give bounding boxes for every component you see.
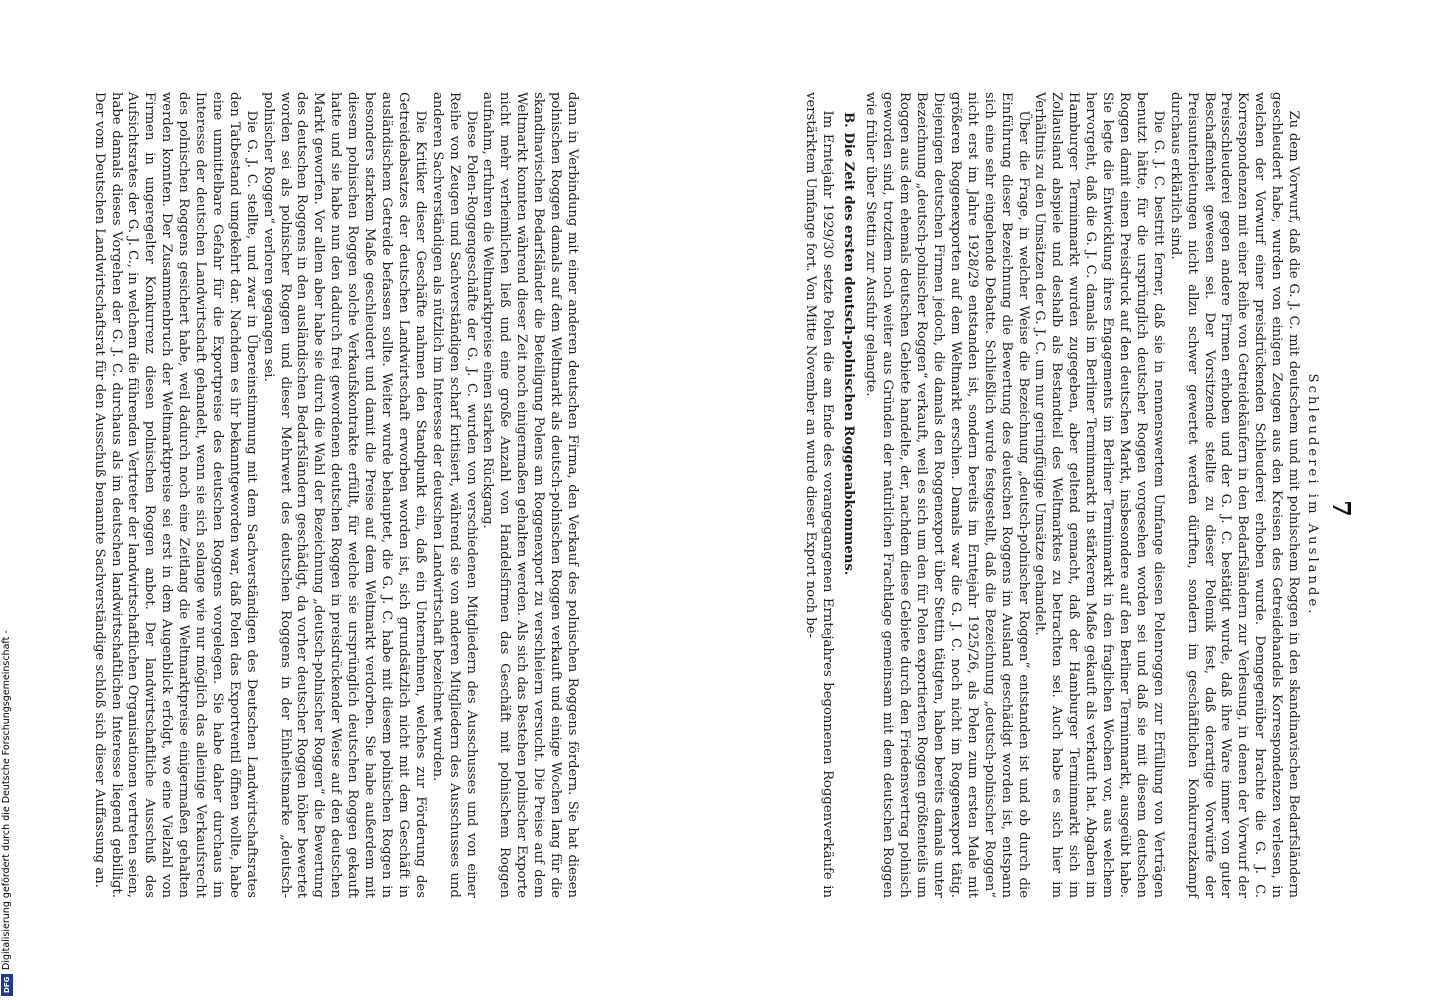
credit-text: Digitalisierung gefördert durch die Deutsche Forschungsgemeinschaft -	[1, 630, 12, 970]
section-heading-b: B. Die Zeit des ersten deutsch-polnischen Roggenabkommens.	[840, 112, 856, 576]
left-block-inner	[91, 92, 580, 898]
page-number: 7	[1326, 500, 1356, 517]
dfg-logo: DFG	[1, 974, 13, 996]
left-paragraph-2: Diese Polen-Roggengeschäfte der G. J. C. wurden von verschiedenen Mitgliedern des Ausschusses und von einer Reihe von Zeugen und Sachverständigen scharf kritisiert, während sie von anderen Mitgliedern des Ausschusses und anderen Sachverständigen als nützlich im Interesse der deutschen Landwirtschaft bezeichnet wurden.	[429, 92, 479, 898]
right-paragraph-1: Zu dem Vorwurf, daß die G. J. C. mit deutschem und mit polnischem Roggen in den skandinavischen Bedarfsländern geschleudert habe, wurden von einigen Zeugen aus den Kreisen des Getreidehandels Korrespondenzen verlesen, in welchen der Vorwurf einer preisdrückenden Schleuderei erhoben wurde. Demgegenüber brachte die G. J. C. Korrespondenzen mit einer Reihe von Getreidekäufern in den Bedarfsländern zur Verlesung, in denen der Vorwurf der Preisschleuderei gegen andere Firmen erhoben und der G. J. C. bestätigt wurde, daß ihre Ware immer von guter Beschaffenheit gewesen sei. Der Vorsitzende stellte zu dieser Polemik fest, daß derartige Vorwürfe der Preisunterbietungen nicht allzu schwer gewertet werden dürften, sondern im geschäftlichen Konkurrenzkampf durchaus erklärlich sind.	[1167, 92, 1302, 898]
digitization-credit	[0, 600, 14, 1000]
right-paragraph-2: Die G. J. C. bestritt ferner, daß sie in nennenswertem Umfange diesen Polenroggen zur Erfüllung von Verträgen benutzt hätte, für die ursprünglich deutscher Roggen vorgesehen worden sei und daß sie mit diesem deutschen Roggen damit einen Preisdruck auf den deutschen Markt, insbesondere auf den Berliner Terminmarkt, ausgeübt habe. Sie legte die Entwicklung ihres Engagements im Berliner Terminmarkt in den fraglichen Wochen vor, aus welchem hervorgeht, daß die G. J. C. damals im Berliner Terminmarkt in stärkerem Maße gekauft als verkauft hat. Abgaben im Hamburger Terminmarkt wurden zugegeben, aber geltend gemacht, daß der Hamburger Terminmarkt sich im Zollausland abspiele und deshalb als Bestandteil des Weltmarktes zu betrachten sei. Auch habe es sich hier im Verhältnis zu den Umsätzen der G. J. C. um nur geringfügige Umsätze gehandelt.	[1032, 92, 1166, 898]
left-paragraph-3: Die Kritiker dieser Geschäfte nahmen den Standpunkt ein, daß ein Unternehmen, welches zur Förderung des Getreideabsatzes der deutschen Landwirtschaft erworben worden ist, sich grundsätzlich nicht mit dem Geschäft in ausländischem Getreide befassen sollte. Weiter wurde behauptet, die G. J. C. habe mit diesem polnischen Roggen in besonders starkem Maße geschleudert und damit die Preise auf dem Weltmarkt verdorben. Sie habe außerdem mit diesem polnischen Roggen solche Verkaufskontrakte erfüllt, für welche sie ursprünglich deutschen Roggen gekauft hatte und sie habe nun den dadurch frei gewordenen deutschen Roggen in preisdrückender Weise auf den deutschen Markt geworfen. Vor allem aber habe sie durch die Wahl der Bezeichnung „deutsch-polnischer Roggen“ die Bewertung des deutschen Roggens in den ausländischen Bedarfsländern geschädigt, da vorher deutscher Roggen höher bewertet worden sei als polnischer Roggen und dieser Mehrwert des deutschen Roggens in der Einheitsmarke „deutsch-polnischer Roggen“ verloren gegangen sei.	[260, 92, 428, 898]
right-paragraph-3: Über die Frage, in welcher Weise die Bezeichnung „deutsch-polnischer Roggen“ entstanden ist und ob durch die Einführung dieser Bezeichnung die Bewertung des deutschen Roggens im Ausland geschädigt worden ist, entspann sich eine sehr eingehende Debatte. Schließlich wurde festgestellt, daß die Bezeichnung „deutsch-polnischer Roggen“ nicht erst im Jahre 1928/29 entstanden ist, sondern bereits im Erntejahr 1925/26, als Polen zum ersten Male mit größeren Roggenexporten auf dem Weltmarkt erschien. Damals war die G. J. C. noch nicht im Roggenexport tätig. Diejenigen deutschen Firmen jedoch, die damals den Roggenexport über Stettin tätigten, haben bereits damals unter Bezeichnung „deutsch-polnischer Roggen“ verkauft, weil es sich um den für Polen exportierten Roggen größtenteils um Roggen aus dem ehemals deutschen Gebiete handelte, der, nachdem diese Gebiete durch den Friedensvertrag polnisch geworden sind, trotzdem noch weiter aus Gründen der natürlichen Frachtlage gemeinsam mit dem deutschen Roggen wie früher über Stettin zur Ausfuhr gelangte.	[863, 92, 1031, 898]
left-block	[91, 92, 580, 898]
left-paragraph-4: Die G. J. C. stellte, und zwar in Übereinstimmung mit dem Sachverständigen des Deutschen Landwirtschaftsrates den Tatbestand umgekehrt dar. Nachdem es ihr bekanntgeworden war, daß Polen das Exportventil öffnen wollte, habe eine unmittelbare Gefahr für die Exportpreise des deutschen Roggens vorgelegen. Sie habe daher durchaus im Interesse der deutschen Landwirtschaft gehandelt, wenn sie sich solange wie nur möglich das alleinige Verkaufsrecht des polnischen Roggens gesichert habe, weil dadurch noch eine Zeitlang die Weltmarktpreise einigermaßen gehalten werden konnten. Der Zusammenbruch der Weltmarktpreise sei erst in dem Augenblick erfolgt, wo eine Vielzahl von Firmen in ungeregelter Konkurrenz diesen polnischen Roggen anbot. Der landwirtschaftliche Ausschuß des Aufsichtsrates der G. J. C., in welchem die führenden Vertreter der landwirtschaftlichen Organisationen vertreten seien, habe damals dieses Vorgehen der G. J. C. durchaus als im deutschen landwirtschaftlichen Interesse liegend gebilligt. Der vom Deutschen Landwirtschaftsrat für den Ausschuß benannte Sachverständige schloß sich dieser Auffassung an.	[91, 92, 259, 898]
left-paragraph-1: dann in Verbindung mit einer anderen deutschen Firma, den Verkauf des polnischen Roggens fördern. Sie hat diesen polnischen Roggen damals auf dem Weltmarkt als deutsch-polnischen Roggen verkauft und einige Wochen lang für die skandinavischen Bedarfsländer die Beteiligung Polens am Roggenexport zu verschleiern versucht. Die Preise auf dem Weltmarkt konnten während dieser Zeit noch einigermaßen gehalten werden. Als sich das Bestehen polnischer Exporte nicht mehr verheimlichen ließ und eine große Anzahl von Handelsfirmen das Geschäft mit polnischem Roggen aufnahm, erfuhren die Weltmarktpreise einen starken Rückgang.	[480, 92, 580, 898]
right-paragraph-4: Im Erntejahr 1929/30 setzte Polen die am Ende des vorangegangenen Erntejahres begonnenen Roggenverkäufe in verstärktem Umfange fort. Von Mitte November an wurde dieser Export noch be-	[802, 92, 835, 898]
right-block	[802, 92, 1320, 898]
right-block-inner	[802, 92, 1320, 898]
section-heading-schleuderei: Schleuderei im Auslande.	[1305, 373, 1320, 617]
